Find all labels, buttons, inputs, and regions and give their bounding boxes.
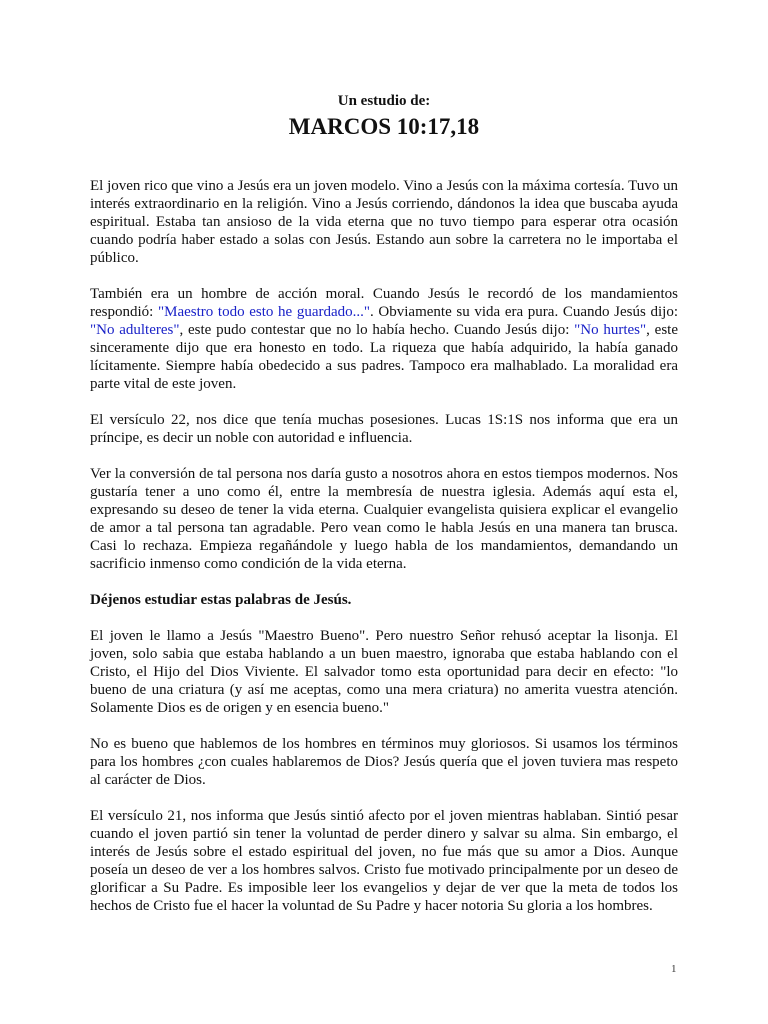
paragraph-3: El versículo 22, nos dice que tenía muchas posesiones. Lucas 1S:1S nos informa que era un príncipe, es decir un noble con autoridad e influencia. bbox=[90, 412, 678, 446]
page-number: 1 bbox=[671, 963, 677, 975]
document-subtitle: Un estudio de: bbox=[337, 93, 431, 109]
paragraph-5: El joven le llamo a Jesús "Maestro Bueno". Pero nuestro Señor rehusó aceptar la lisonja. El joven, solo sabia que estaba hablando a un buen maestro, ignoraba que estaba hablando con el Cristo, el Hijo del Dios Viviente. El salvador tomo esta oportunidad para decir en efecto: "lo bueno de una criatura (y así me aceptas, como una mera criatura) no amerita vuestra atención. Solamente Dios es de origen y en esencia bueno." bbox=[90, 628, 678, 716]
paragraph-2-text-4: , este sinceramente dijo que era honesto en todo. La riqueza que había adquirido, la había ganado lícitamente. Siempre había obedecido a sus padres. Tampoco era malhablado. La moralidad era parte vital de este joven. bbox=[90, 322, 678, 392]
paragraph-1: El joven rico que vino a Jesús era un joven modelo. Vino a Jesús con la máxima cortesía. Tuvo un interés extraordinario en la religión. Vino a Jesús corriendo, dándonos la idea que buscaba ayuda espiritual. Estaba tan ansioso de la vida eterna que no tuvo tiempo para esperar otra ocasión cuando podría haber estado a solas con Jesús. Estando aun sobre la carretera no le importaba el público. bbox=[90, 178, 678, 266]
paragraph-6: No es bueno que hablemos de los hombres en términos muy gloriosos. Si usamos los términos para los hombres ¿con cuales hablaremos de Dios? Jesús quería que el joven tuviera mas respeto al carácter de Dios. bbox=[90, 736, 678, 788]
paragraph-2-text-3: , este pudo contestar que no lo había hecho. Cuando Jesús dijo: bbox=[179, 322, 575, 338]
quote-no-hurtes: "No hurtes" bbox=[574, 322, 647, 338]
document-title: MARCOS 10:17,18 bbox=[288, 114, 480, 139]
paragraph-2 bbox=[90, 285, 678, 393]
section-heading: Déjenos estudiar estas palabras de Jesús. bbox=[90, 592, 352, 608]
paragraph-2-text-2: . Obviamente su vida era pura. Cuando Jesús dijo: bbox=[370, 304, 678, 320]
quote-maestro: "Maestro todo esto he guardado..." bbox=[157, 304, 371, 320]
document-page bbox=[90, 92, 678, 933]
paragraph-2-text-1: También era un hombre de acción moral. Cuando Jesús le recordó de los mandamientos respondió: bbox=[90, 286, 678, 320]
paragraph-4: Ver la conversión de tal persona nos daría gusto a nosotros ahora en estos tiempos modernos. Nos gustaría tener a uno como él, entre la membresía de nuestra iglesia. Además aquí esta el, expresando su deseo de tener la vida eterna. Cualquier evangelista quisiera explicar el evangelio de amor a tal persona tan agradable. Pero vean como le habla Jesús en una manera tan brusca. Casi lo rechaza. Empieza regañándole y luego habla de los mandamientos, demandando un sacrificio inmenso como condición de la vida eterna. bbox=[90, 466, 678, 572]
quote-no-adulteres: "No adulteres" bbox=[90, 322, 180, 338]
paragraph-7: El versículo 21, nos informa que Jesús sintió afecto por el joven mientras hablaban. Sintió pesar cuando el joven partió sin tener la voluntad de perder dinero y salvar su alma. Sin embargo, el interés de Jesús sobre el estado espiritual del joven, no fue más que su amor a Dios. Aunque poseía un deseo de ver a los hombres salvos. Cristo fue motivado principalmente por un deseo de glorificar a Su Padre. Es imposible leer los evangelios y dejar de ver que la meta de todos los hechos de Cristo fue el hacer la voluntad de Su Padre y hacer notoria Su gloria a los hombres. bbox=[90, 808, 678, 914]
